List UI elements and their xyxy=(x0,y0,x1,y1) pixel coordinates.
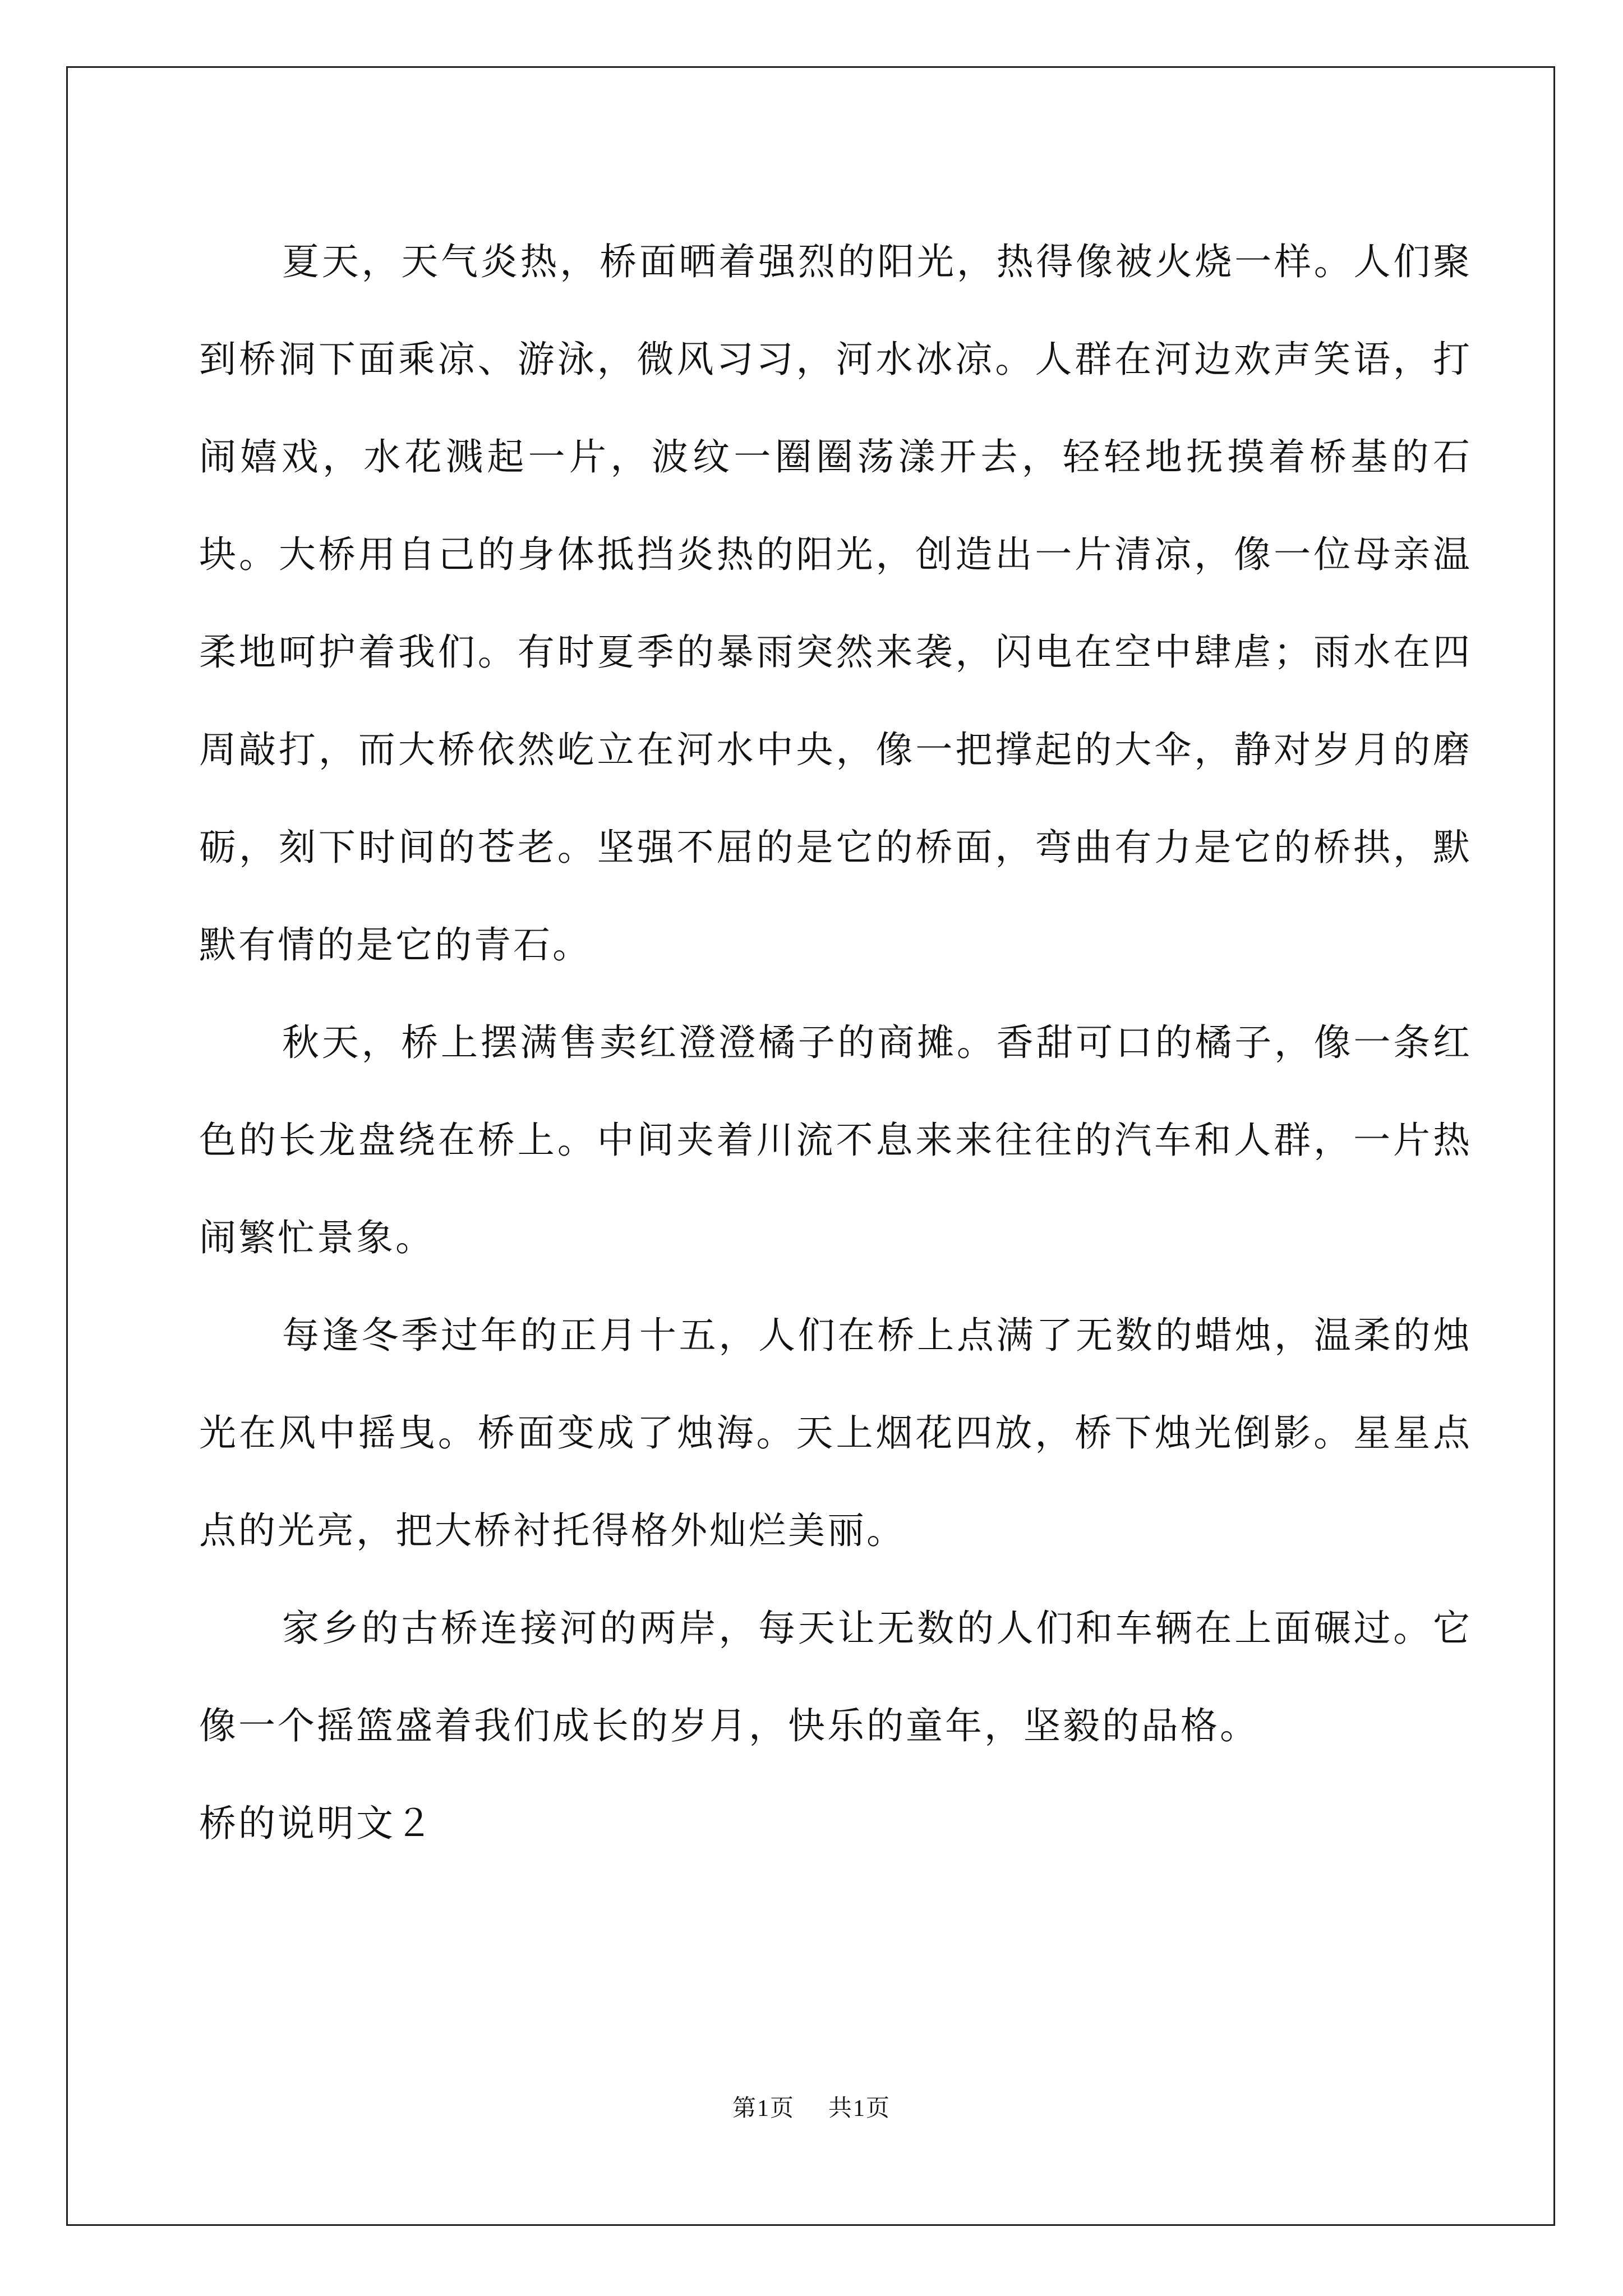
page-total: 共1页 xyxy=(828,2096,891,2122)
document-body xyxy=(199,213,1472,1872)
paragraph-autumn: 秋天，桥上摆满售卖红澄澄橘子的商摊。香甜可口的橘子，像一条红色的长龙盘绕在桥上。中间夹着川流不息来来往往的汽车和人群，一片热闹繁忙景象。 xyxy=(199,1021,1472,1259)
section-heading: 桥的说明文２ xyxy=(199,1802,435,1845)
paragraph-winter: 每逢冬季过年的正月十五，人们在桥上点满了无数的蜡烛，温柔的烛光在风中摇曳。桥面变成了烛海。天上烟花四放，桥下烛光倒影。星星点点的光亮，把大桥衬托得格外灿烂美丽。 xyxy=(199,1314,1472,1552)
page-number: 第1页 xyxy=(732,2096,795,2122)
paragraph-conclusion: 家乡的古桥连接河的两岸，每天让无数的人们和车辆在上面碾过。它像一个摇篮盛着我们成长的岁月，快乐的童年，坚毅的品格。 xyxy=(199,1607,1472,1747)
paragraph-summer: 夏天，天气炎热，桥面晒着强烈的阳光，热得像被火烧一样。人们聚到桥洞下面乘凉、游泳，微风习习，河水冰凉。人群在河边欢声笑语，打闹嬉戏，水花溅起一片，波纹一圈圈荡漾开去，轻轻地抚摸着桥基的石块。大桥用自己的身体抵挡炎热的阳光，创造出一片清凉，像一位母亲温柔地呵护着我们。有时夏季的暴雨突然来袭，闪电在空中肆虐；雨水在四周敲打，而大桥依然屹立在河水中央，像一把撑起的大伞，静对岁月的磨砺，刻下时间的苍老。坚强不屈的是它的桥面，弯曲有力是它的桥拱，默默有情的是它的青石。 xyxy=(199,240,1472,967)
page-footer xyxy=(0,2090,1623,2123)
